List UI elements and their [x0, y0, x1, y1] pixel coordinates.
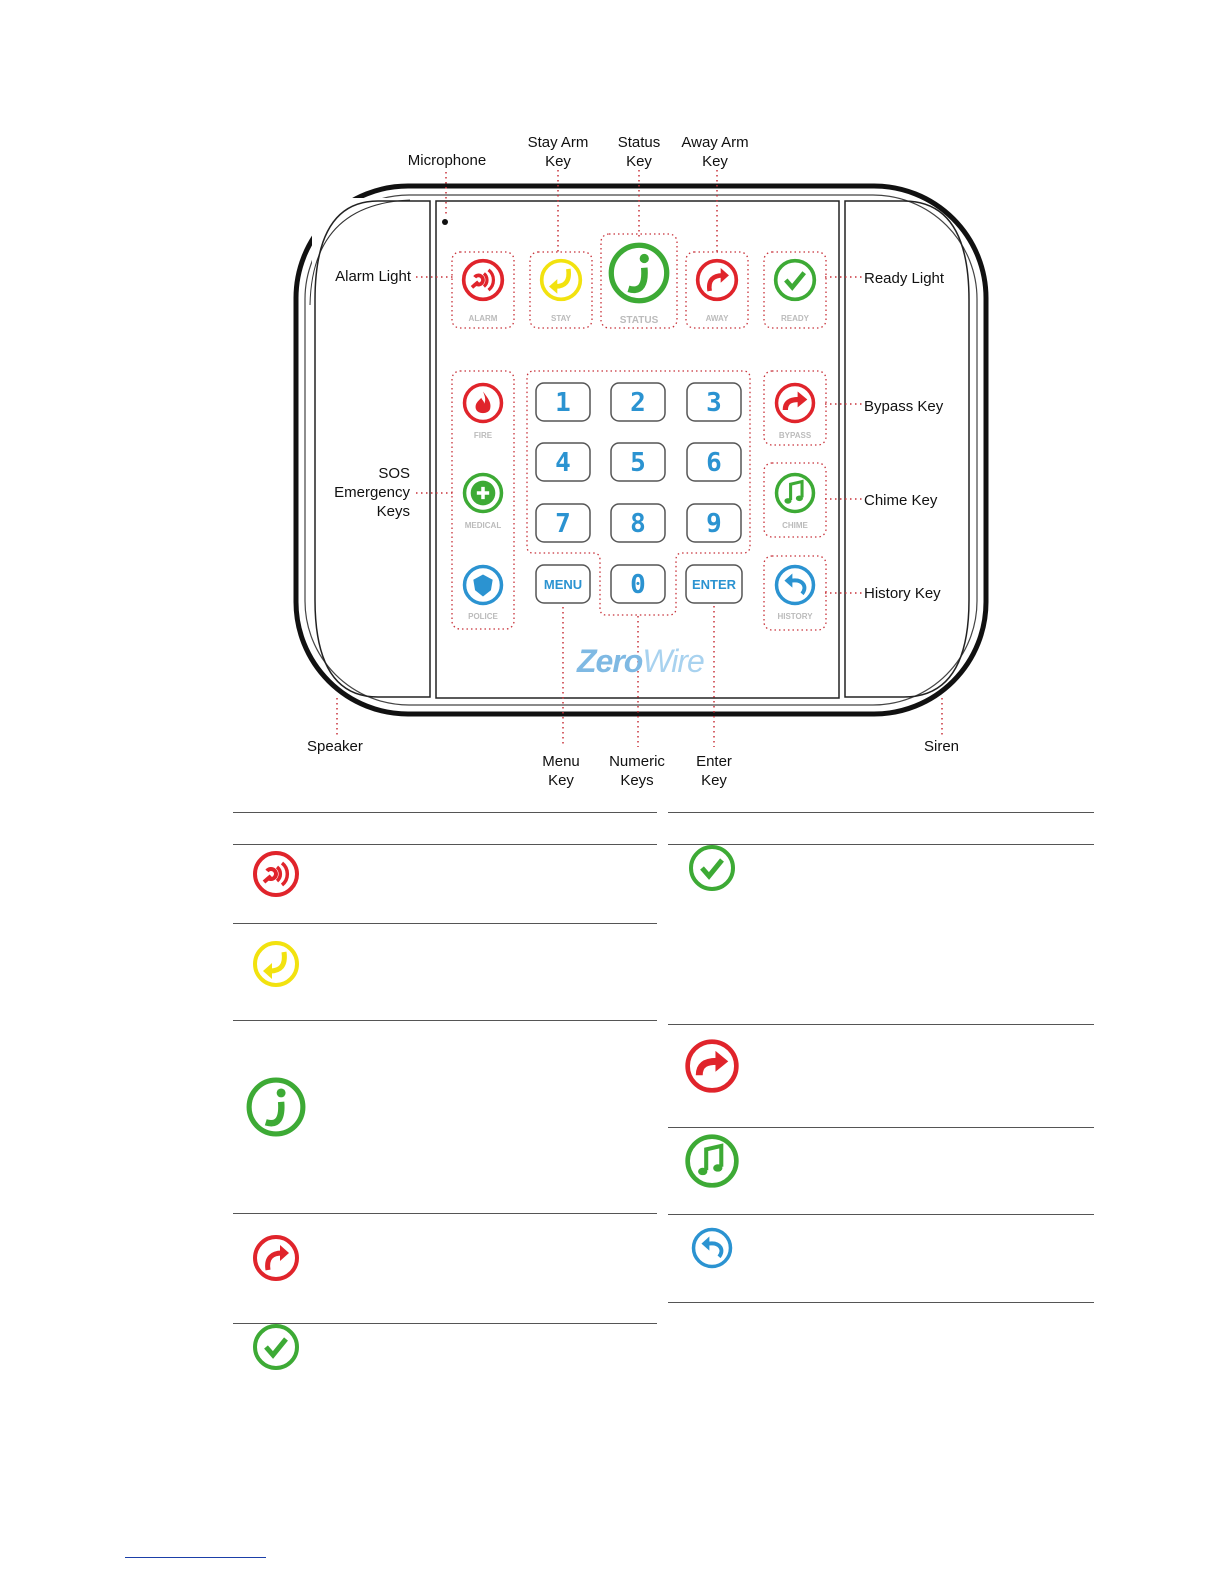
chime-icon: [683, 1132, 741, 1190]
history-key-label: HISTORY: [777, 612, 813, 621]
digit-key-2-label: 2: [630, 388, 646, 418]
table-rule: [233, 923, 657, 924]
status-icon[interactable]: [611, 245, 666, 300]
digit-key-3[interactable]: [687, 383, 741, 421]
away-key-label: AWAY: [705, 314, 729, 323]
microphone-hole: [442, 219, 448, 225]
history-icon[interactable]: [777, 567, 814, 604]
digit-key-7[interactable]: [536, 504, 590, 542]
callout-numeric-keys: Numeric Keys: [609, 753, 665, 789]
callout-ready-light: Ready Light: [864, 270, 945, 287]
ready-icon: [687, 843, 737, 893]
digit-key-0-label: 0: [630, 570, 646, 600]
digit-key-2[interactable]: [611, 383, 665, 421]
callout-menu-key: Menu Key: [542, 753, 580, 789]
callout-microphone: Microphone: [407, 152, 487, 169]
table-rule: [668, 1302, 1094, 1303]
stay-icon[interactable]: [542, 261, 581, 300]
digit-key-6[interactable]: [687, 443, 741, 481]
callout-enter-key: Enter Key: [696, 753, 732, 789]
digit-key-5[interactable]: [611, 443, 665, 481]
numeric-keys: [536, 383, 742, 603]
callout-siren: Siren: [924, 738, 960, 755]
callout-history-key: History Key: [864, 585, 941, 602]
fire-icon[interactable]: [465, 385, 502, 422]
away-icon[interactable]: [698, 261, 737, 300]
digit-key-4[interactable]: [536, 443, 590, 481]
table-rule: [668, 1127, 1094, 1128]
bypass-icon[interactable]: [777, 385, 814, 422]
callout-away-arm: Away Arm Key: [681, 134, 749, 170]
fire-key-label: FIRE: [473, 431, 493, 440]
history-icon: [690, 1226, 734, 1270]
callout-sos: SOS Emergency Keys: [334, 465, 410, 520]
bypass-icon: [683, 1037, 741, 1095]
stay-key-label: STAY: [550, 314, 572, 323]
alarm-key-label: ALARM: [468, 314, 498, 323]
police-key-label: POLICE: [468, 612, 498, 621]
enter-button[interactable]: [686, 565, 742, 603]
police-icon[interactable]: [465, 567, 502, 604]
chime-key-label: CHIME: [782, 521, 808, 530]
digit-key-9-label: 9: [706, 509, 722, 539]
bypass-key-label: BYPASS: [778, 431, 812, 440]
menu-button-label: MENU: [543, 577, 583, 592]
table-rule: [233, 812, 657, 813]
digit-key-6-label: 6: [706, 448, 722, 478]
status-icon: [244, 1075, 308, 1139]
digit-key-1[interactable]: [536, 383, 590, 421]
callout-alarm-light: Alarm Light: [335, 268, 411, 285]
callout-bypass-key: Bypass Key: [864, 398, 944, 415]
menu-button[interactable]: [536, 565, 590, 603]
ready-icon: [776, 261, 815, 300]
callout-speaker: Speaker: [307, 738, 363, 755]
ready-icon: [251, 1322, 301, 1372]
brand-logo: ZeroWire: [577, 643, 704, 679]
digit-key-4-label: 4: [555, 448, 571, 478]
footnote-rule: [125, 1557, 266, 1558]
digit-key-7-label: 7: [555, 509, 571, 539]
digit-key-3-label: 3: [706, 388, 722, 418]
digit-key-0[interactable]: [611, 565, 665, 603]
alarm-icon: [251, 849, 301, 899]
table-rule: [233, 1020, 657, 1021]
digit-key-8-label: 8: [630, 509, 646, 539]
table-rule: [668, 1214, 1094, 1215]
digit-key-5-label: 5: [630, 448, 646, 478]
ready-key-label: READY: [780, 314, 810, 323]
medical-icon[interactable]: [465, 475, 502, 512]
table-rule: [668, 1024, 1094, 1025]
away-icon: [251, 1233, 301, 1283]
callout-status: Status Key: [617, 134, 661, 170]
callout-chime-key: Chime Key: [864, 492, 938, 509]
digit-key-8[interactable]: [611, 504, 665, 542]
table-rule: [233, 844, 657, 845]
table-rule: [668, 812, 1094, 813]
alarm-icon: [464, 261, 503, 300]
table-rule: [233, 1213, 657, 1214]
enter-button-label: ENTER: [691, 577, 737, 592]
digit-key-9[interactable]: [687, 504, 741, 542]
stay-icon: [251, 939, 301, 989]
digit-key-1-label: 1: [555, 388, 571, 418]
medical-key-label: MEDICAL: [464, 521, 502, 530]
chime-icon[interactable]: [777, 475, 814, 512]
callout-stay-arm: Stay Arm Key: [527, 134, 589, 170]
status-key-label: STATUS: [619, 315, 659, 326]
